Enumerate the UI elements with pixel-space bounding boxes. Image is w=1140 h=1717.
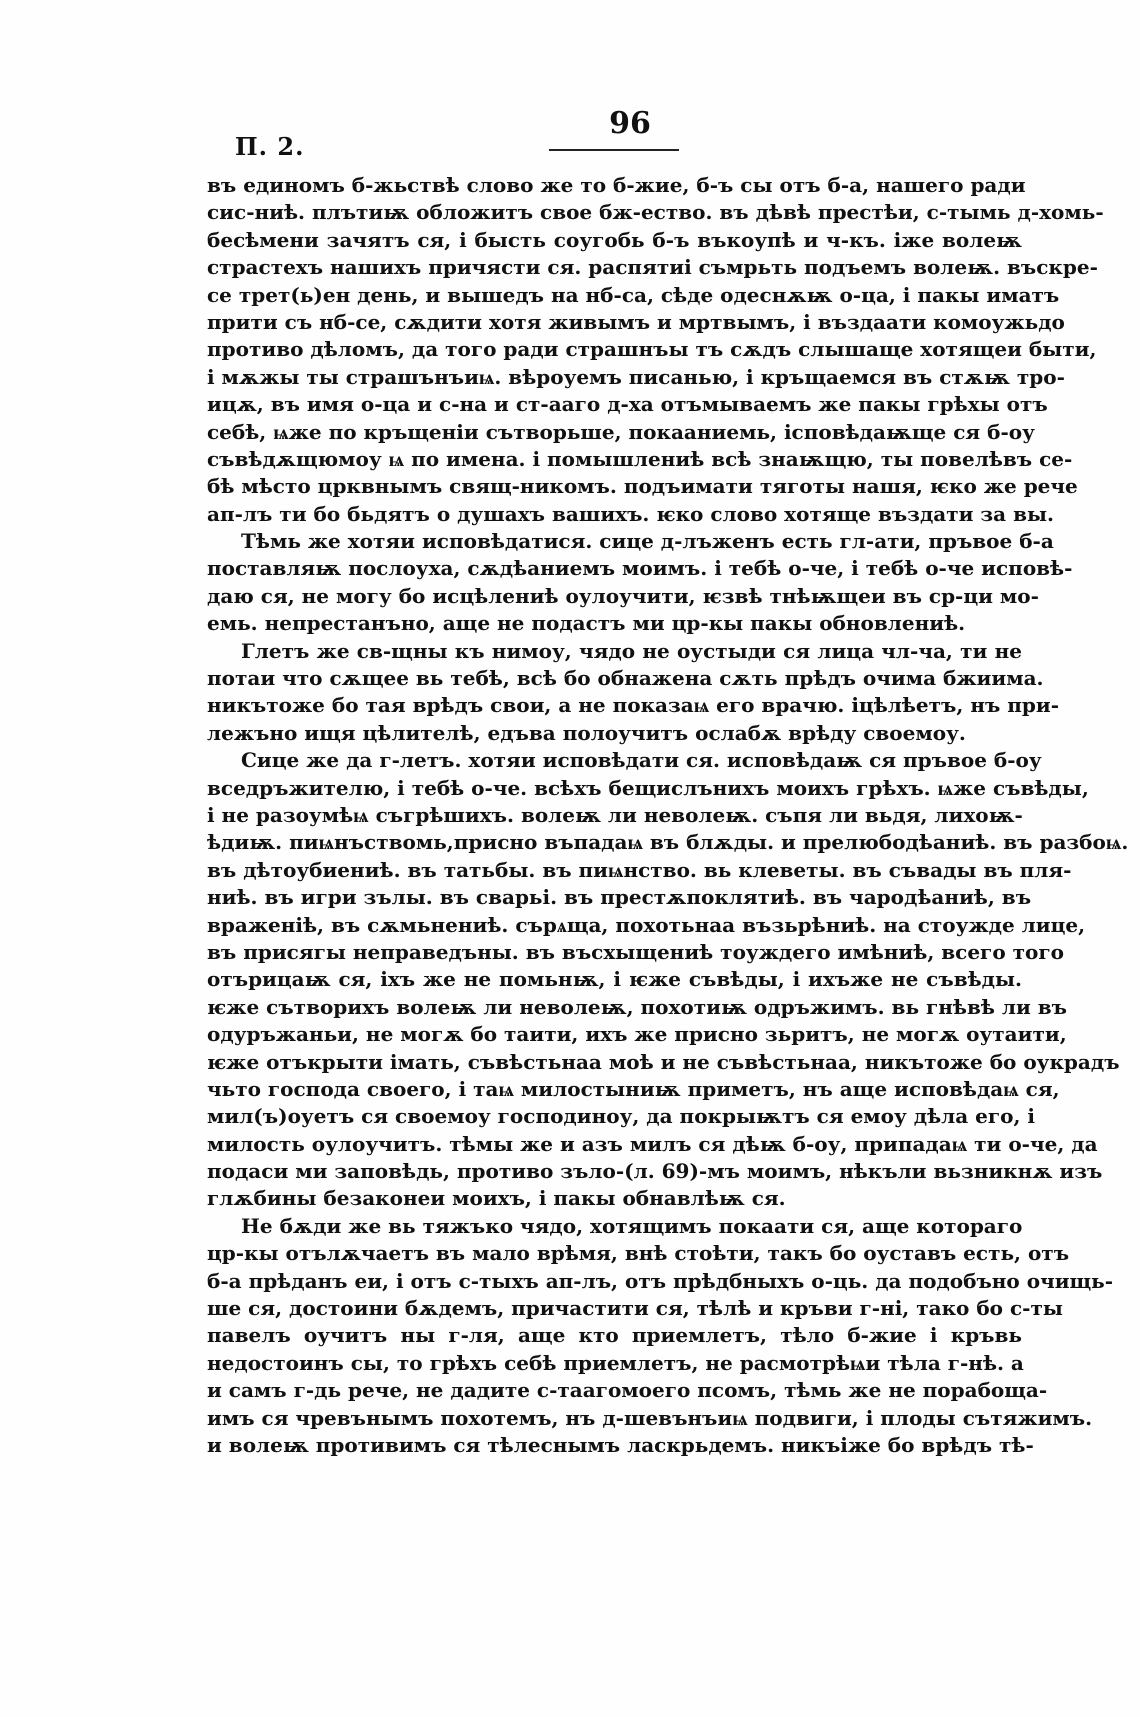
text-line: ап-лъ ти бо бьдятъ о душахъ вашихъ. ѥко слово хотяще въздати за вы. [207,501,1055,526]
text-line: ѣдиѭ. пиѩнъствомь,присно въпадаѩ въ блѫды. и прелюбодѣаниѣ. въ разбоѩ. [207,830,1129,855]
text-line: сис-ниѣ. плътиѭ обложитъ свое бж-ество. въ дѣвѣ престѣи, с-тымь д-хомь- [207,200,1104,225]
text-line: емь. непрестанъно, аще не подастъ ми цр-кы пакы обновлениѣ. [207,611,966,636]
text-line: враженіѣ, въ сѫмьнениѣ. сърѧща, похотьнаа възьрѣниѣ. на стоужде лице, [207,912,1086,937]
text-line: бѣ мѣсто црквнымъ свящ-никомъ. подъимати тяготы нашя, ѥко же рече [207,474,1078,499]
text-line: прити съ нб-се, сѫдити хотя живымъ и мртвымъ, і въздаати комоужьдо [207,309,1065,334]
text-line: се трет(ь)ен день, и вышедъ на нб-са, сѣде одеснѫѭ о-ца, і пакы иматъ [207,282,1060,307]
paragraph [207,1213,1114,1460]
body-text [207,172,1129,1459]
section-label: П. 2. [235,132,305,161]
text-line: Сице же да г-летъ. хотяи исповѣдати ся. исповѣдаѭ ся пръвое б-оу [241,748,1042,773]
text-line: ѥже сътворихъ волеѭ ли неволеѭ, похотиѭ одръжимъ. вь гнѣвѣ ли въ [207,994,1068,1019]
text-line: вседръжителю, і тебѣ о-че. всѣхъ бещислънихъ моихъ грѣхъ. ѩже съвѣды, [207,775,1089,800]
text-line: і мѫжы ты страшънъиѩ. вѣроуемъ писанью, і кръщаемся въ стѫѭ тро- [207,364,1065,389]
text-line: мил(ъ)оуетъ ся своемоу господиноу, да покрыѭтъ ся емоу дѣла его, і [207,1104,1036,1129]
text-line: потаи что сѫщее вь тебѣ, всѣ бо обнажена сѫть прѣдъ очима бжиима. [207,666,1044,691]
text-line: і не разоумѣѩ съгрѣшихъ. волеѭ ли неволеѭ. съпя ли вьдя, лихоѭ- [207,802,1023,827]
text-line: Не бѫди же вь тяжъко чядо, хотящимъ покаати ся, аще котораго [241,1213,1023,1238]
text-line: противо дѣломъ, да того ради страшнъы тъ сѫдъ слышаще хотящеи быти, [207,337,1097,362]
text-line: Глетъ же св-щны къ нимоу, чядо не оустыди ся лица чл-ча, ти не [241,638,1022,663]
text-line: павелъ оучитъ ны г-ля, аще кто приемлетъ, тѣло б-жие і кръвь [207,1323,1022,1348]
text-line: бесѣмени зачятъ ся, і бысть соугобь б-ъ въкоупѣ и ч-къ. іже волеѭ [207,227,1022,252]
paragraph [207,528,1073,638]
text-line: Тѣмь же хотяи исповѣдатися. сице д-лъженъ есть гл-ати, пръвое б-а [241,529,1054,554]
header-rule [549,149,679,151]
text-line: страстехъ нашихъ причясти ся. распятиі съмрьть подъемъ волеѭ. въскре- [207,255,1098,280]
text-line: ѥже отъкрыти імать, съвѣстьнаа моѣ и не съвѣстьнаа, никътоже бо оукрадъ [207,1049,1120,1074]
text-line: лежъно ищя цѣлителѣ, едъва полоучитъ ослабѫ врѣду своемоу. [207,720,966,745]
text-line: милость оулоучитъ. тѣмы же и азъ милъ ся дѣѭ б-оу, припадаѩ ти о-че, да [207,1131,1098,1156]
text-line: съвѣдѫщюмоу ѩ по имена. і помышлениѣ всѣ знаѭщю, ты повелѣвъ се- [207,446,1073,471]
text-line: подаси ми заповѣдь, противо зъло-(л. 69)-мъ моимъ, нѣкъли вьзникнѫ изъ [207,1159,1103,1184]
text-line: и самъ г-дь рече, не дадите с-таагомоего псомъ, тѣмь же не порабоща- [207,1378,1048,1403]
paragraph [207,172,1104,528]
text-line: недостоинъ сы, то грѣхъ себѣ приемлетъ, не расмотрѣѩи тѣла г-нѣ. а [207,1350,1024,1375]
text-line: даю ся, не могу бо исцѣлениѣ оулоучити, ѥзвѣ тнѣѭщеи въ ср-ци мо- [207,583,1039,608]
paragraph [207,747,1129,1213]
text-line: ниѣ. въ игри зълы. въ сварьі. въ престѫпоклятиѣ. въ чародѣаниѣ, въ [207,885,1032,910]
text-line: глѫбины безаконеи моихъ, і пакы обнавлѣѭ ся. [207,1186,786,1211]
text-line: цр-кы отълѫчаетъ въ мало врѣмя, внѣ стоѣти, такъ бо оуставъ есть, отъ [207,1241,1070,1266]
text-line: никътоже бо тая врѣдъ свои, а не показаѩ его врачю. іцѣлѣетъ, нъ при- [207,693,1060,718]
text-line: одуръжаньи, не могѫ бо таити, ихъ же присно зьритъ, не могѫ оутаити, [207,1022,1067,1047]
text-line: въ присягы неправедъны. въ въсхыщениѣ тоуждего имѣниѣ, всего того [207,939,1064,964]
page-number: 96 [609,106,651,141]
text-line: чьто господа своего, і таѩ милостыниѭ приметъ, нъ аще исповѣдаѩ ся, [207,1076,1060,1101]
text-line: б-а прѣданъ еи, і отъ с-тыхъ ап-лъ, отъ прѣдбныхъ о-ць. да подобъно очищь- [207,1268,1114,1293]
page-header [0,106,1140,166]
text-line: въ единомъ б-жьствѣ слово же то б-жие, б-ъ сы отъ б-а, нашего ради [207,173,1026,197]
text-line: поставляѭ послоуха, сѫдѣаниемъ моимъ. і тебѣ о-че, і тебѣ о-че исповѣ- [207,556,1073,581]
text-line: себѣ, ѩже по кръщеніи сътворьше, покааниемь, ісповѣдаѭще ся б-оу [207,419,1035,444]
text-line: имъ ся чревънымъ похотемъ, нъ д-шевънъиѩ подвиги, і плоды сътяжимъ. [207,1405,1093,1430]
text-line: ше ся, достоини бѫдемъ, причастити ся, тѣлѣ и кръви г-ні, тако бо с-ты [207,1296,1063,1321]
paragraph [207,638,1060,748]
text-line: ицѫ, въ имя о-ца и с-на и ст-ааго д-ха отъмываемъ же пакы грѣхы отъ [207,392,1048,417]
text-line: отърицаѭ ся, іхъ же не помьнѭ, і ѥже съвѣды, і ихъже не съвѣды. [207,967,1022,992]
text-line: въ дѣтоубиениѣ. въ татьбы. въ пиѩнство. вь клеветы. въ съвады въ пля- [207,857,1072,882]
text-line: и волеѭ противимъ ся тѣлеснымъ ласкрьдемъ. никъіже бо врѣдъ тѣ- [207,1432,1034,1457]
